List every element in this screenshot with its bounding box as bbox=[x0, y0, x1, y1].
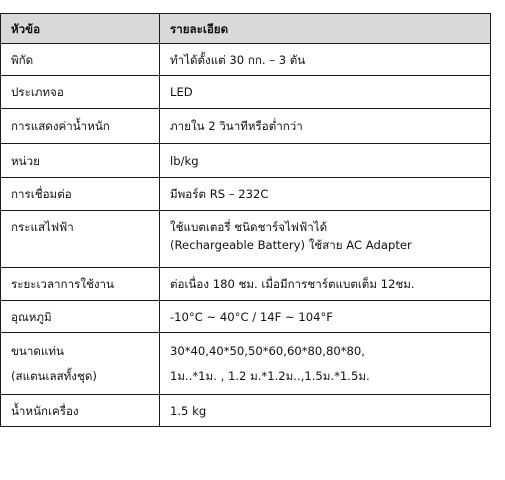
header-topic: หัวข้อ bbox=[1, 14, 160, 44]
row-label-usage-time: ระยะเวลาการใช้งาน bbox=[1, 268, 160, 301]
row-label-display-type: ประเภทจอ bbox=[1, 76, 160, 109]
row-value-power bbox=[160, 211, 491, 268]
row-value-temperature: -10°C ~ 40°C / 14F ~ 104°F bbox=[160, 301, 491, 333]
row-value-unit: lb/kg bbox=[160, 144, 491, 178]
platform-size-label-line-1: ขนาดแท่น bbox=[11, 344, 64, 358]
row-label-platform-size bbox=[1, 333, 160, 395]
row-value-weight-display: ภายใน 2 วินาทีหรือต่ำกว่า bbox=[160, 109, 491, 144]
row-value-capacity: ทำได้ตั้งแต่ 30 กก. – 3 ตัน bbox=[160, 44, 491, 76]
table-row bbox=[1, 268, 491, 301]
power-line-1: ใช้แบตเตอรี่ ชนิดชาร์จไฟฟ้าได้ bbox=[170, 220, 328, 234]
row-label-device-weight: น้ำหนักเครื่อง bbox=[1, 395, 160, 427]
platform-size-line-1: 30*40,40*50,50*60,60*80,80*80, bbox=[170, 344, 365, 358]
table-row bbox=[1, 109, 491, 144]
platform-size-label-line-2: (สแตนเลสทั้งชุด) bbox=[11, 369, 97, 383]
table-row bbox=[1, 44, 491, 76]
row-label-temperature: อุณหภูมิ bbox=[1, 301, 160, 333]
table-row bbox=[1, 144, 491, 178]
power-line-2: (Rechargeable Battery) ใช้สาย AC Adapter bbox=[170, 238, 412, 252]
row-value-device-weight: 1.5 kg bbox=[160, 395, 491, 427]
table-row bbox=[1, 395, 491, 427]
row-value-usage-time: ต่อเนื่อง 180 ชม. เมื่อมีการชาร์ตแบตเต็ม 12ชม. bbox=[160, 268, 491, 301]
row-value-connection: มีพอร์ต RS – 232C bbox=[160, 178, 491, 211]
row-label-capacity: พิกัด bbox=[1, 44, 160, 76]
row-value-platform-size bbox=[160, 333, 491, 395]
table-row bbox=[1, 178, 491, 211]
header-detail: รายละเอียด bbox=[160, 14, 491, 44]
table-row bbox=[1, 211, 491, 268]
row-label-unit: หน่วย bbox=[1, 144, 160, 178]
row-label-power: กระแสไฟฟ้า bbox=[1, 211, 160, 268]
table-row bbox=[1, 301, 491, 333]
table-header-row bbox=[1, 14, 491, 44]
platform-size-line-2: 1ม..*1ม. , 1.2 ม.*1.2ม..,1.5ม.*1.5ม. bbox=[170, 369, 370, 383]
table-row bbox=[1, 333, 491, 395]
table-row bbox=[1, 76, 491, 109]
row-value-display-type: LED bbox=[160, 76, 491, 109]
specification-table bbox=[0, 13, 491, 427]
row-label-weight-display: การแสดงค่าน้ำหนัก bbox=[1, 109, 160, 144]
row-label-connection: การเชื่อมต่อ bbox=[1, 178, 160, 211]
